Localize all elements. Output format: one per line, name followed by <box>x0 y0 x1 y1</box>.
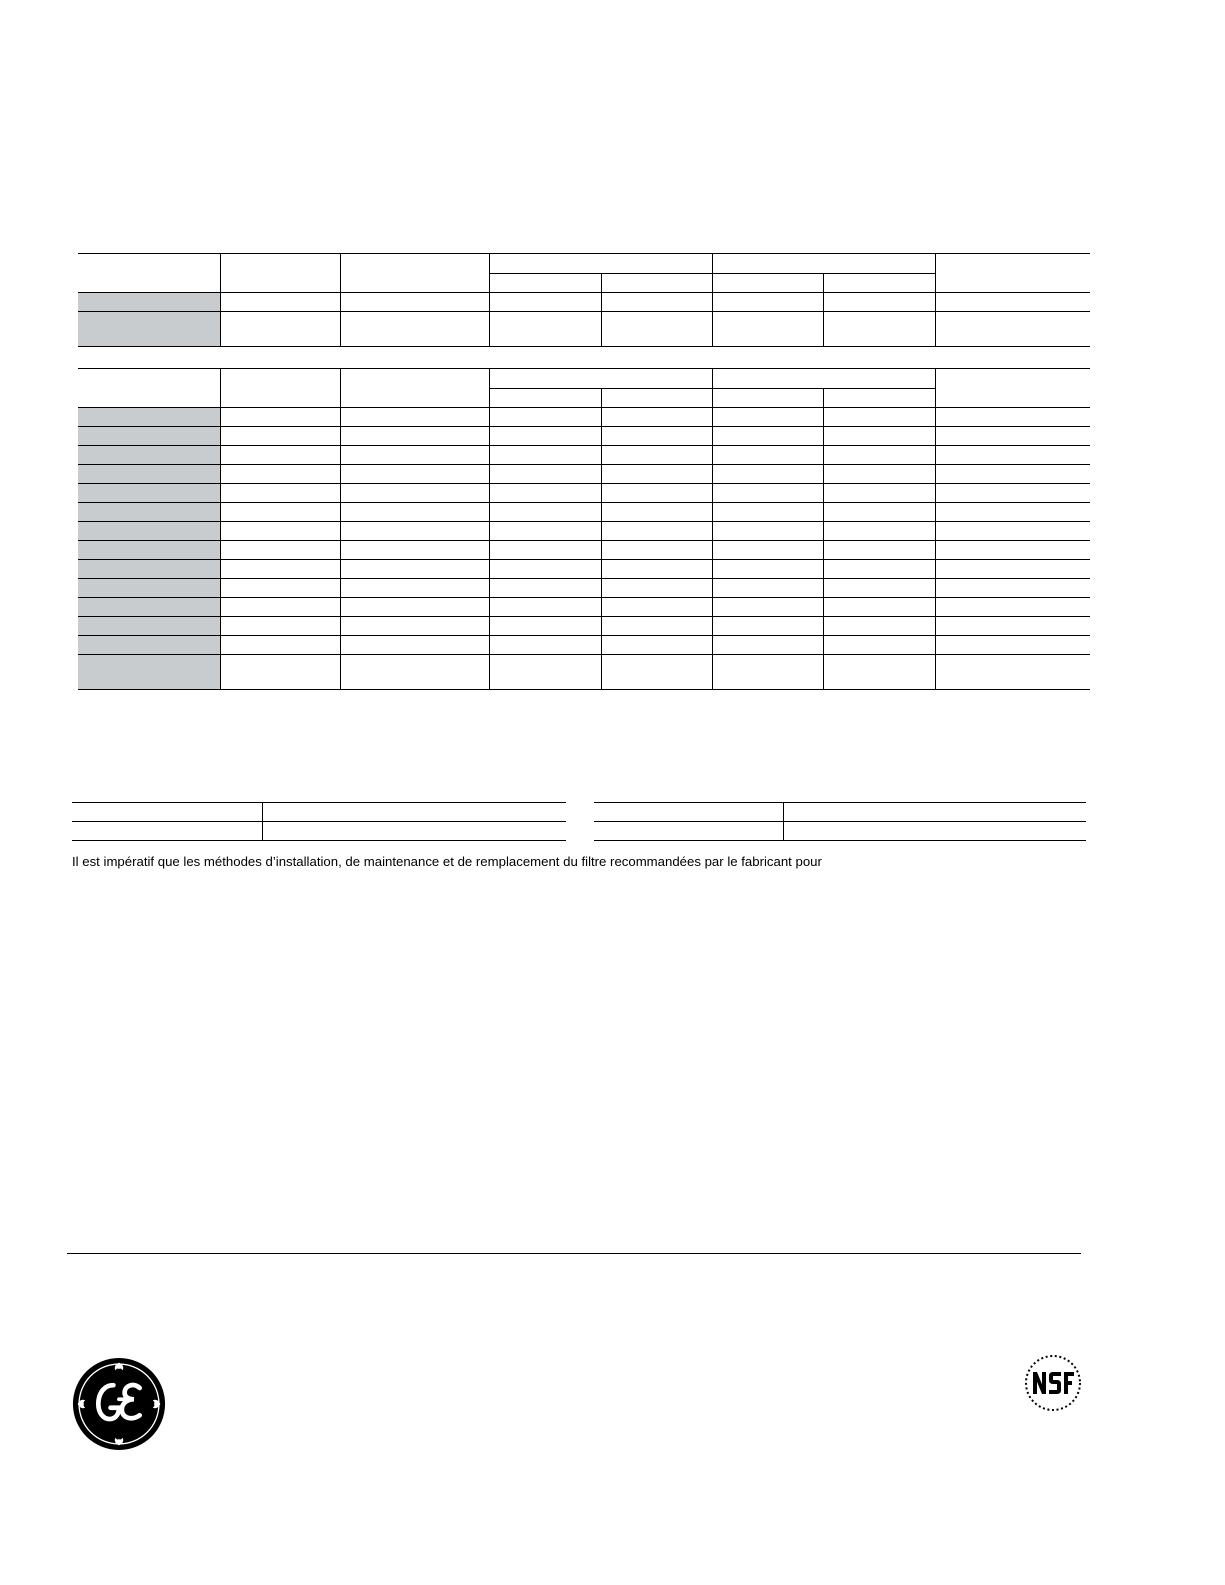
table-cell <box>489 427 601 446</box>
subheader-cell <box>601 274 712 293</box>
table-cell <box>601 598 712 617</box>
row-label-cell <box>78 655 220 690</box>
table-cell <box>220 655 340 690</box>
table-row <box>78 598 1090 617</box>
table-cell <box>489 312 601 347</box>
table-cell <box>340 312 489 347</box>
table-row <box>78 465 1090 484</box>
table-row <box>78 541 1090 560</box>
table-cell <box>340 636 489 655</box>
table-cell <box>935 560 1090 579</box>
table-cell <box>594 822 783 841</box>
table-cell <box>220 408 340 427</box>
table-cell <box>340 484 489 503</box>
table-cell <box>712 617 823 636</box>
row-label-cell <box>78 522 220 541</box>
table-row <box>78 503 1090 522</box>
table-row <box>78 636 1090 655</box>
table-cell <box>823 503 935 522</box>
table-cell <box>823 655 935 690</box>
table-cell <box>823 389 935 408</box>
table-cell <box>935 617 1090 636</box>
spec-row <box>72 822 566 841</box>
table-cell <box>783 803 1086 822</box>
header-cell <box>935 254 1090 293</box>
table-cell <box>935 312 1090 347</box>
subheader-cell <box>823 274 935 293</box>
table-cell <box>601 446 712 465</box>
table-row <box>78 579 1090 598</box>
table-cell <box>262 822 566 841</box>
table-cell <box>220 446 340 465</box>
table-row <box>78 427 1090 446</box>
table-cell <box>712 560 823 579</box>
table-cell <box>823 293 935 312</box>
table-cell <box>935 408 1090 427</box>
row-label-cell <box>78 598 220 617</box>
nsf-logo <box>1022 1354 1084 1412</box>
row-label-cell <box>78 312 220 347</box>
table-cell <box>783 822 1086 841</box>
table-cell <box>340 522 489 541</box>
table-cell <box>712 389 823 408</box>
table-cell <box>340 408 489 427</box>
spec-row <box>594 822 1086 841</box>
table-cell <box>489 598 601 617</box>
row-label-cell <box>78 293 220 312</box>
table-row <box>78 446 1090 465</box>
table-cell <box>712 655 823 690</box>
table-cell <box>601 541 712 560</box>
table-cell <box>935 522 1090 541</box>
table-cell <box>823 522 935 541</box>
table-cell <box>823 617 935 636</box>
table-cell <box>601 408 712 427</box>
table-cell <box>935 427 1090 446</box>
row-label-cell <box>78 484 220 503</box>
row-label-cell <box>78 579 220 598</box>
table-cell <box>823 484 935 503</box>
table-cell <box>340 446 489 465</box>
table-cell <box>601 655 712 690</box>
subheader-cell <box>712 274 823 293</box>
table-cell <box>935 636 1090 655</box>
table-cell <box>340 579 489 598</box>
table-cell <box>935 369 1090 408</box>
table-cell <box>601 617 712 636</box>
table-cell <box>220 598 340 617</box>
table-cell <box>823 427 935 446</box>
table-cell <box>935 655 1090 690</box>
table-cell <box>823 598 935 617</box>
table-cell <box>712 465 823 484</box>
table-cell <box>935 293 1090 312</box>
table-cell <box>220 617 340 636</box>
row-label-cell <box>78 636 220 655</box>
table-cell <box>712 541 823 560</box>
table-cell <box>489 369 712 389</box>
table-cell <box>489 446 601 465</box>
table-cell <box>220 579 340 598</box>
table-cell <box>823 312 935 347</box>
table-cell <box>72 822 262 841</box>
row-label-cell <box>78 408 220 427</box>
performance-table-1 <box>78 253 1090 347</box>
page-divider <box>67 1253 1081 1254</box>
table-cell <box>489 465 601 484</box>
header-cell <box>340 254 489 293</box>
table-cell <box>712 579 823 598</box>
table-cell <box>712 293 823 312</box>
table-cell <box>712 312 823 347</box>
table-cell <box>935 465 1090 484</box>
table-cell <box>712 408 823 427</box>
subheader-cell <box>489 274 601 293</box>
table-cell <box>601 484 712 503</box>
row-label-cell <box>78 617 220 636</box>
table-cell <box>601 579 712 598</box>
table-cell <box>489 579 601 598</box>
table-cell <box>601 293 712 312</box>
table-cell <box>712 484 823 503</box>
table-cell <box>712 598 823 617</box>
ge-logo <box>72 1357 166 1451</box>
table-cell <box>601 636 712 655</box>
table-cell <box>262 803 566 822</box>
table-cell <box>935 598 1090 617</box>
table-cell <box>489 560 601 579</box>
table-cell <box>601 560 712 579</box>
table-cell <box>489 484 601 503</box>
table-cell <box>340 427 489 446</box>
row-label-cell <box>78 446 220 465</box>
table-cell <box>712 522 823 541</box>
row-label-cell <box>78 465 220 484</box>
table-cell <box>340 655 489 690</box>
table-row <box>78 484 1090 503</box>
table-cell <box>712 446 823 465</box>
table-cell <box>823 408 935 427</box>
table-cell <box>489 503 601 522</box>
table-cell <box>601 503 712 522</box>
performance-table-2 <box>78 368 1090 690</box>
table-cell <box>340 503 489 522</box>
header-cell <box>78 254 220 293</box>
table-cell <box>340 541 489 560</box>
table-cell <box>340 465 489 484</box>
row-label-cell <box>78 541 220 560</box>
table-cell <box>489 522 601 541</box>
spec-table-left <box>72 802 566 841</box>
table-cell <box>601 312 712 347</box>
table-cell <box>78 369 220 408</box>
header-cell <box>220 254 340 293</box>
table-cell <box>935 484 1090 503</box>
table-row <box>78 655 1090 690</box>
row-label-cell <box>78 560 220 579</box>
table-cell <box>220 484 340 503</box>
table-cell <box>601 389 712 408</box>
table-cell <box>823 446 935 465</box>
header-group-cell <box>489 254 712 274</box>
header-group-cell <box>712 254 935 274</box>
table-cell <box>489 617 601 636</box>
table-cell <box>935 503 1090 522</box>
table-cell <box>489 636 601 655</box>
spec-row <box>594 803 1086 822</box>
table-cell <box>712 503 823 522</box>
table-cell <box>489 541 601 560</box>
table-cell <box>340 560 489 579</box>
filter-maintenance-notice: Il est impératif que les méthodes d’installation, de maintenance et de remplacement du filtre recommandées par le fabricant pour <box>72 854 822 869</box>
table-cell <box>340 617 489 636</box>
table-row <box>78 312 1090 347</box>
table-cell <box>489 389 601 408</box>
table-cell <box>220 293 340 312</box>
table-row <box>78 408 1090 427</box>
table-cell <box>823 560 935 579</box>
table-cell <box>220 560 340 579</box>
row-label-cell <box>78 427 220 446</box>
table-cell <box>823 465 935 484</box>
table-header-row <box>78 369 1090 389</box>
table-row <box>78 560 1090 579</box>
table-cell <box>935 579 1090 598</box>
spec-row <box>72 803 566 822</box>
table-cell <box>935 446 1090 465</box>
table-cell <box>220 503 340 522</box>
table-cell <box>220 636 340 655</box>
table-cell <box>340 369 489 408</box>
table-cell <box>220 427 340 446</box>
row-label-cell <box>78 503 220 522</box>
table-cell <box>823 541 935 560</box>
spec-table-right <box>594 802 1086 841</box>
table-cell <box>72 803 262 822</box>
table-cell <box>712 369 935 389</box>
table-row <box>78 617 1090 636</box>
table-row <box>78 522 1090 541</box>
table-cell <box>220 312 340 347</box>
table-cell <box>220 465 340 484</box>
table-cell <box>601 427 712 446</box>
table-cell <box>823 636 935 655</box>
table-cell <box>220 522 340 541</box>
table-cell <box>712 636 823 655</box>
table-cell <box>489 293 601 312</box>
table-cell <box>601 522 712 541</box>
table-cell <box>935 541 1090 560</box>
table-cell <box>340 293 489 312</box>
table-cell <box>712 427 823 446</box>
table-cell <box>340 598 489 617</box>
table-cell <box>594 803 783 822</box>
table-cell <box>489 408 601 427</box>
table-cell <box>823 579 935 598</box>
table-header-row <box>78 254 1090 274</box>
table-cell <box>601 465 712 484</box>
table-cell <box>220 541 340 560</box>
table-cell <box>489 655 601 690</box>
table-row <box>78 293 1090 312</box>
table-cell <box>220 369 340 408</box>
